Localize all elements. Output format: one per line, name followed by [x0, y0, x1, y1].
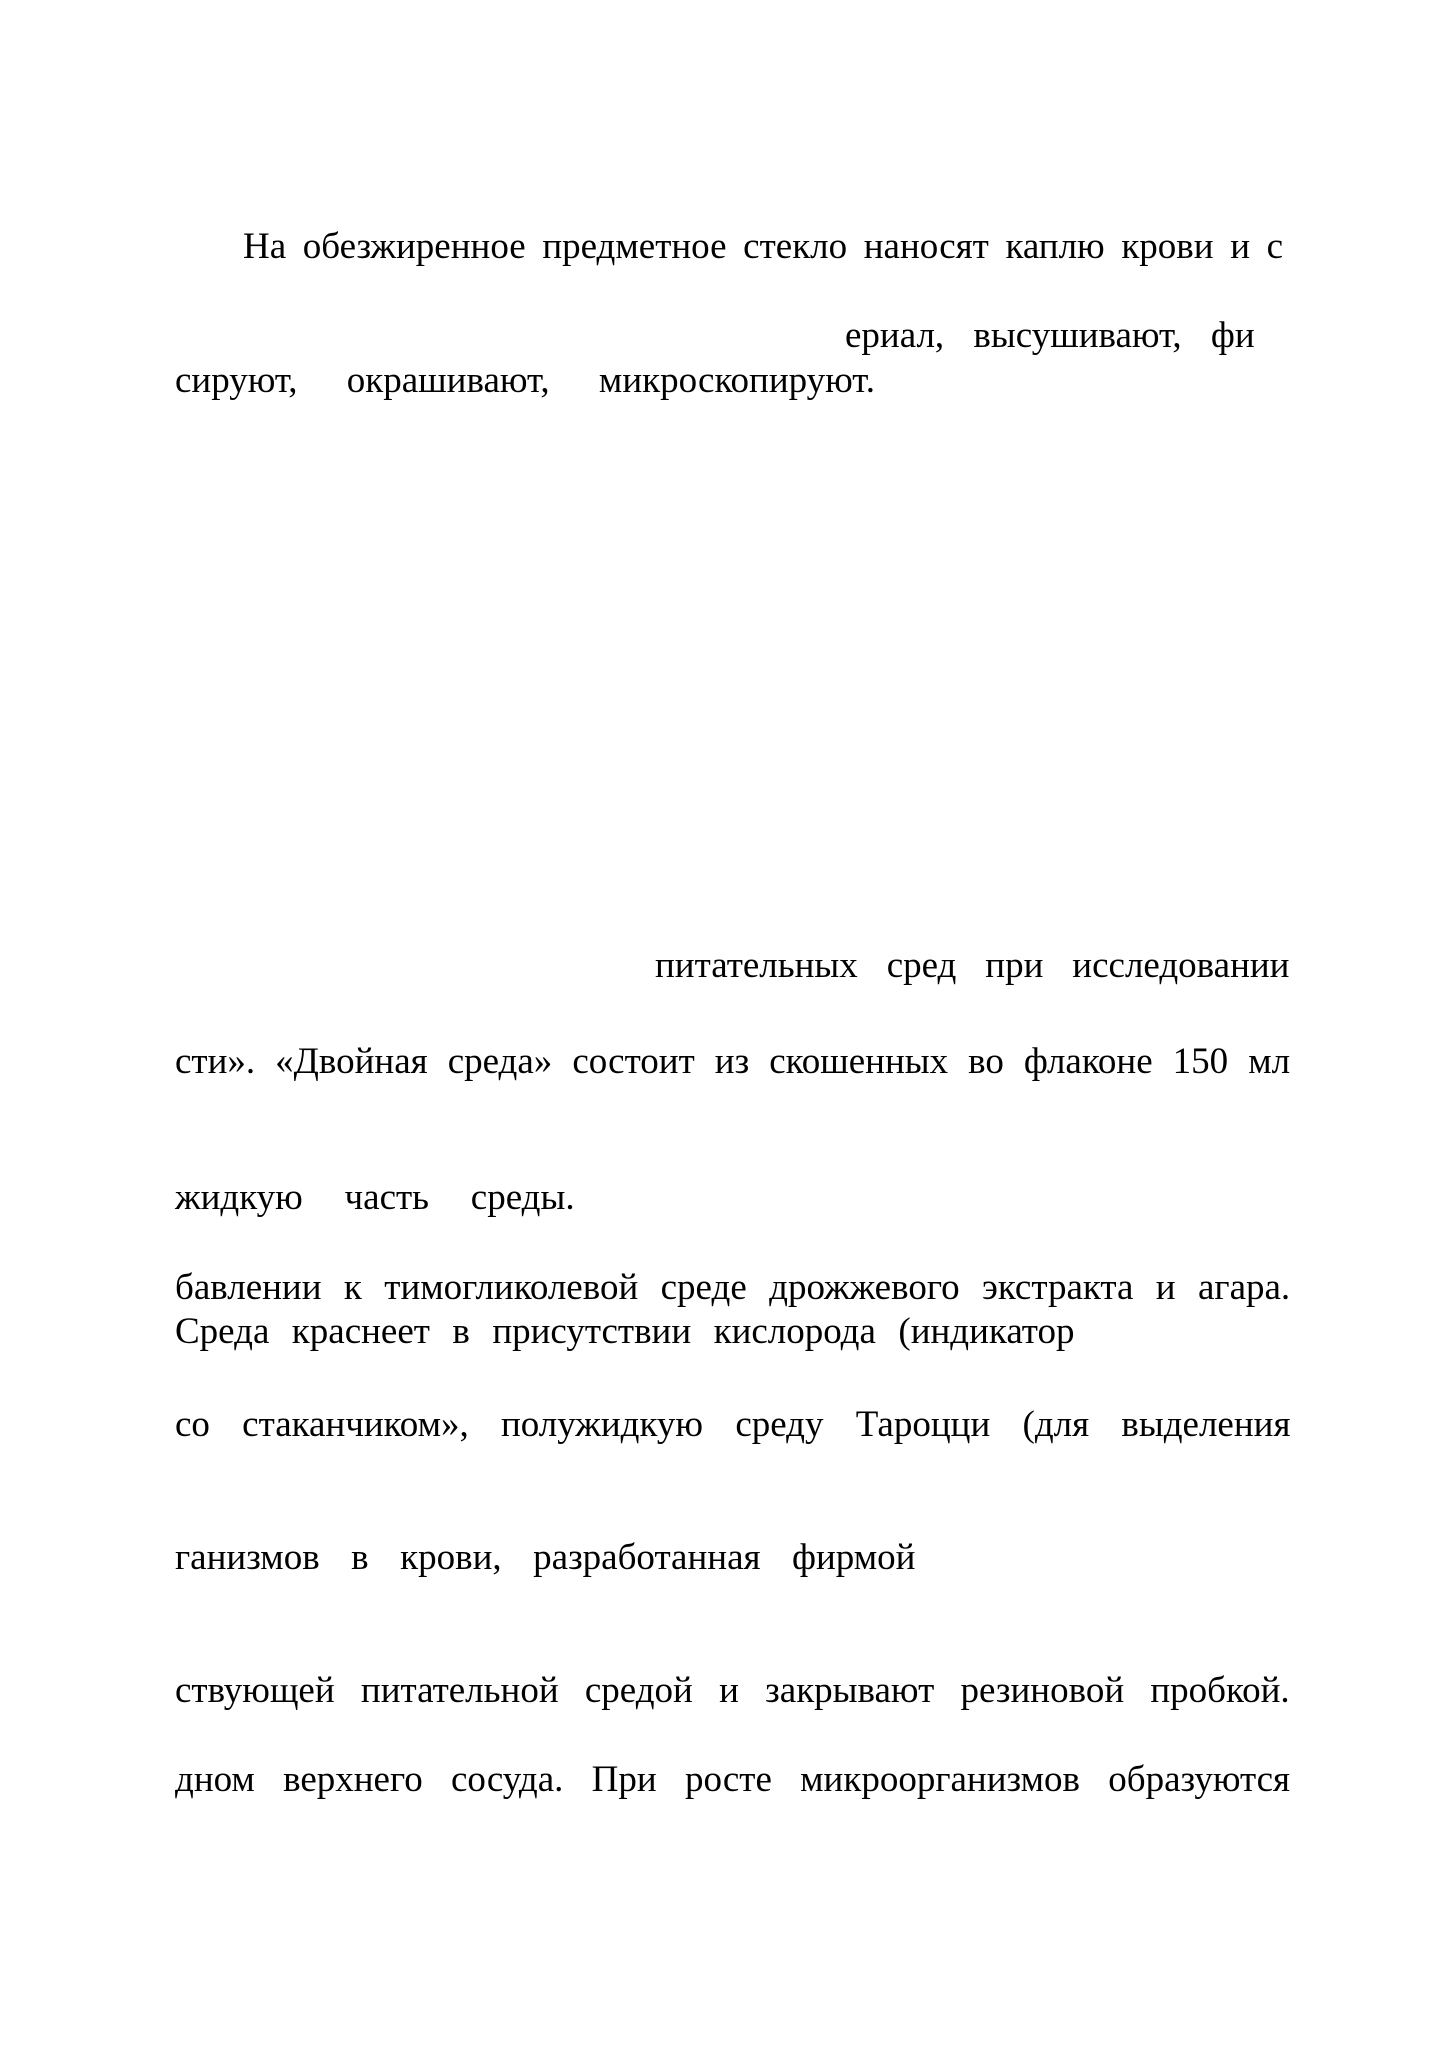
- text-line-7: бавлении к тимогликолевой среде дрожжевого экстракта и агара.: [175, 1267, 1291, 1308]
- text-line-2: ериал, высушивают, фи: [845, 315, 1255, 356]
- text-line-8: Среда краснеет в присутствии кислорода (индикатор: [175, 1311, 1075, 1352]
- text-line-1: На обезжиренное предметное стекло наносят каплю крови и с: [243, 226, 1284, 267]
- text-line-3: сируют, окрашивают, микроскопируют.: [175, 360, 875, 401]
- text-line-4: питательных сред при исследовании: [655, 945, 1290, 986]
- text-line-11: ствующей питательной средой и закрывают резиновой пробкой.: [175, 1670, 1290, 1711]
- text-line-6: жидкую часть среды.: [175, 1177, 575, 1218]
- text-line-10: ганизмов в крови, разработанная фирмой: [175, 1537, 916, 1578]
- text-line-12: дном верхнего сосуда. При росте микроорганизмов образуются: [175, 1759, 1291, 1800]
- text-line-5: сти». «Двойная среда» состоит из скошенных во флаконе 150 мл: [175, 1041, 1291, 1082]
- text-line-9: со стаканчиком», полужидкую среду Тароцци (для выделения: [175, 1404, 1291, 1445]
